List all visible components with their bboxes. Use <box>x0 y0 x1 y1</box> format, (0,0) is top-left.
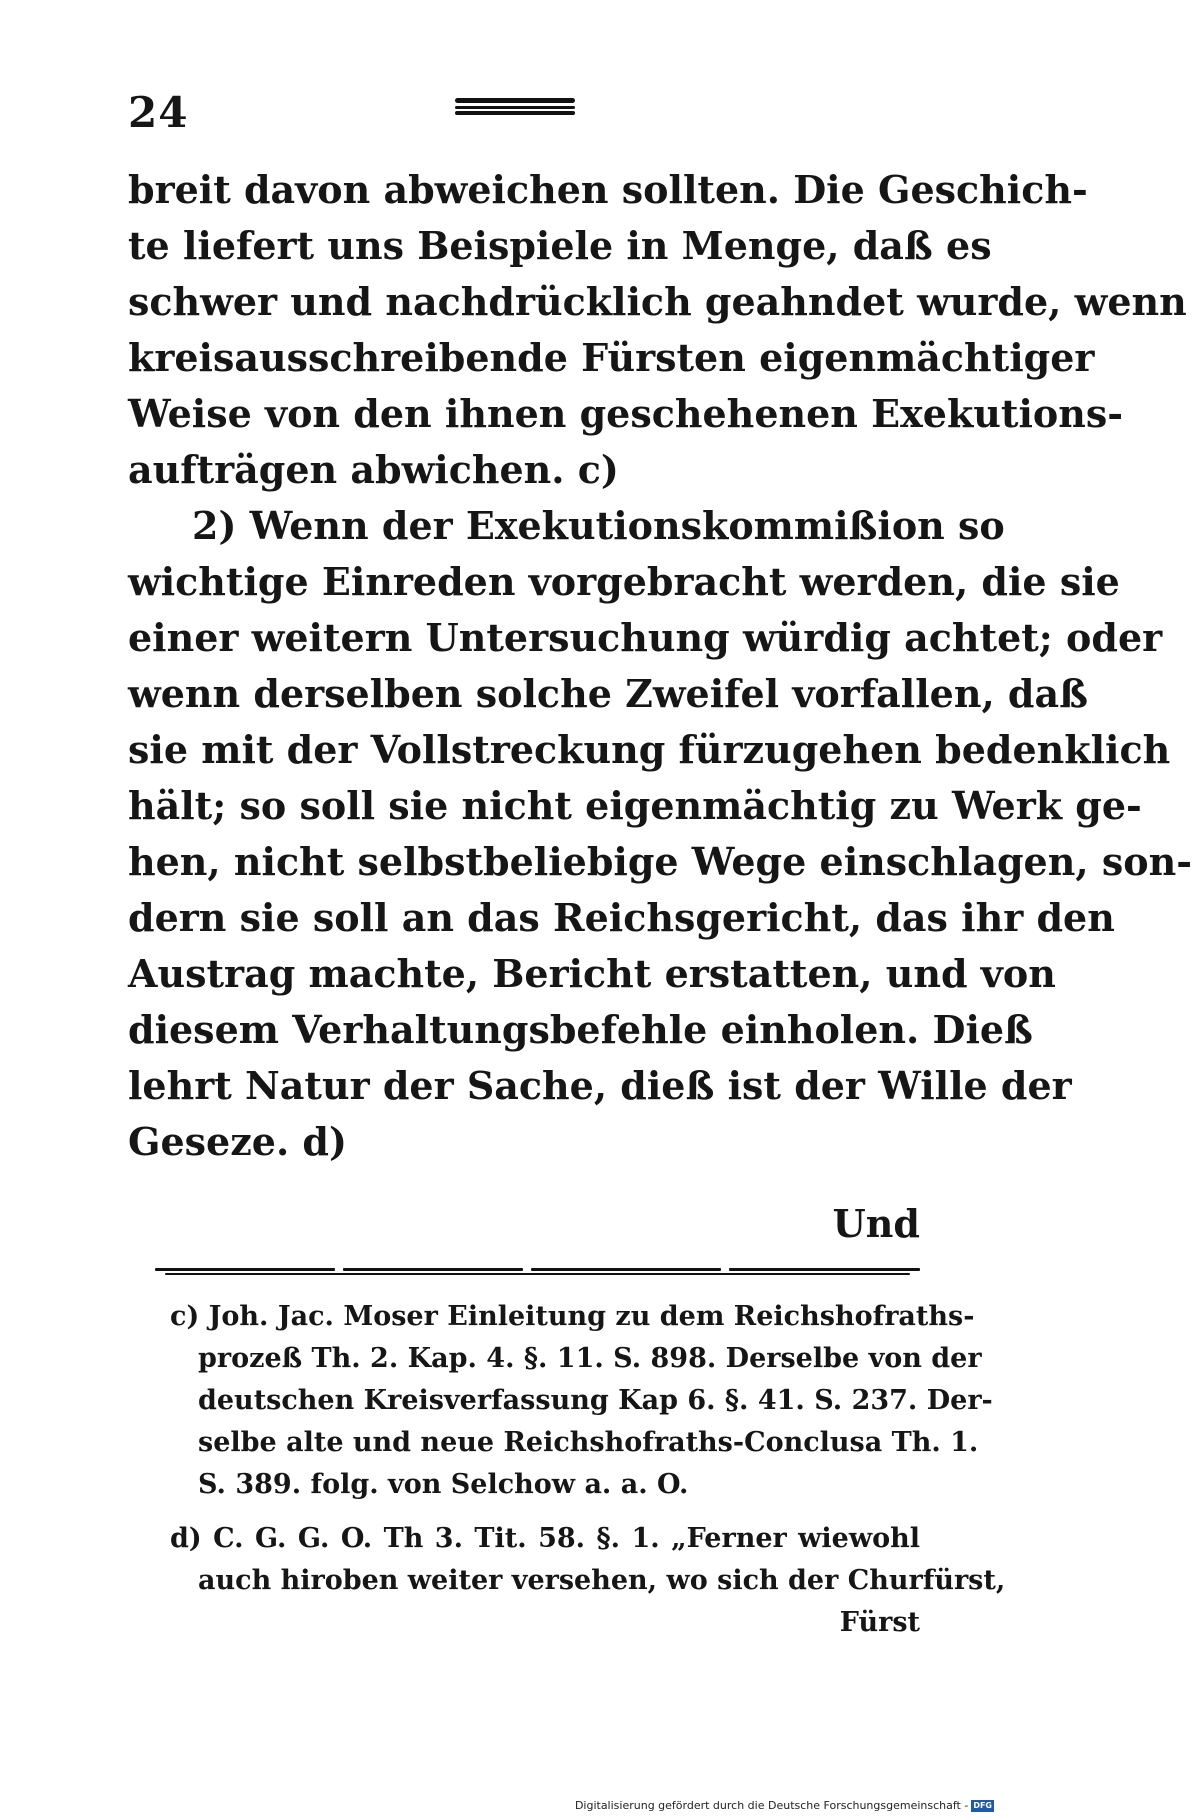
text-line: aufträgen abwichen. c) <box>128 447 619 492</box>
text-line: lehrt Natur der Sache, dieß ist der Wille der <box>128 1063 1072 1108</box>
footnote-line: c) Joh. Jac. Moser Einleitung zu dem Reichshofraths- <box>170 1301 975 1332</box>
footnote-c <box>170 1296 993 1506</box>
catchword: Und <box>832 1201 920 1246</box>
footnotes <box>170 1296 1006 1656</box>
text-line: sie mit der Vollstreckung fürzugehen bedenklich <box>128 727 1171 772</box>
footnote-line: auch hiroben weiter versehen, wo sich der Churfürst, <box>198 1565 1006 1596</box>
text-line: hält; so soll sie nicht eigenmächtig zu Werk ge- <box>128 783 1142 828</box>
text-line: schwer und nachdrücklich geahndet wurde, wenn <box>128 279 1187 324</box>
text-line: te liefert uns Beispiele in Menge, daß es <box>128 223 992 268</box>
credit-text: Digitalisierung gefördert durch die Deutsche Forschungsgemeinschaft - <box>574 1799 969 1812</box>
text-line: diesem Verhaltungsbefehle einholen. Dieß <box>128 1007 1033 1052</box>
footnote-line: S. 389. folg. von Selchow a. a. O. <box>198 1469 689 1500</box>
footnote-line: selbe alte und neue Reichshofraths-Conclusa Th. 1. <box>198 1427 979 1458</box>
text-line: Geseze. d) <box>128 1119 347 1164</box>
header-ornament <box>455 98 575 116</box>
main-text <box>128 162 1192 1170</box>
text-line: einer weitern Untersuchung würdig achtet; oder <box>128 615 1163 660</box>
text-line: 2) Wenn der Exekutionskommißion so <box>192 503 1005 548</box>
page-number: 24 <box>128 88 189 137</box>
text-line: Austrag machte, Bericht erstatten, und von <box>128 951 1056 996</box>
footnote-line: deutschen Kreisverfassung Kap 6. §. 41. S. 237. Der- <box>198 1385 993 1416</box>
text-line: wichtige Einreden vorgebracht werden, die sie <box>128 559 1120 604</box>
text-line: dern sie soll an das Reichsgericht, das ihr den <box>128 895 1115 940</box>
text-line: hen, nicht selbstbeliebige Wege einschlagen, son- <box>128 839 1192 884</box>
digitization-credit <box>575 1799 994 1812</box>
dfg-logo: DFG <box>973 1800 992 1810</box>
text-line: wenn derselben solche Zweifel vorfallen, daß <box>128 671 1088 716</box>
footnote-rule <box>155 1268 920 1278</box>
footnote-line: d) C. G. G. O. Th 3. Tit. 58. §. 1. „Ferner wiewohl <box>170 1523 920 1554</box>
text-line: breit davon abweichen sollten. Die Geschich- <box>128 167 1088 212</box>
footnote-d <box>170 1518 1006 1644</box>
text-line: Weise von den ihnen geschehenen Exekutions- <box>128 391 1124 436</box>
text-line: kreisausschreibende Fürsten eigenmächtiger <box>128 335 1095 380</box>
footnote-catchword: Fürst <box>839 1607 920 1638</box>
footnote-line: prozeß Th. 2. Kap. 4. §. 11. S. 898. Derselbe von der <box>198 1343 982 1374</box>
